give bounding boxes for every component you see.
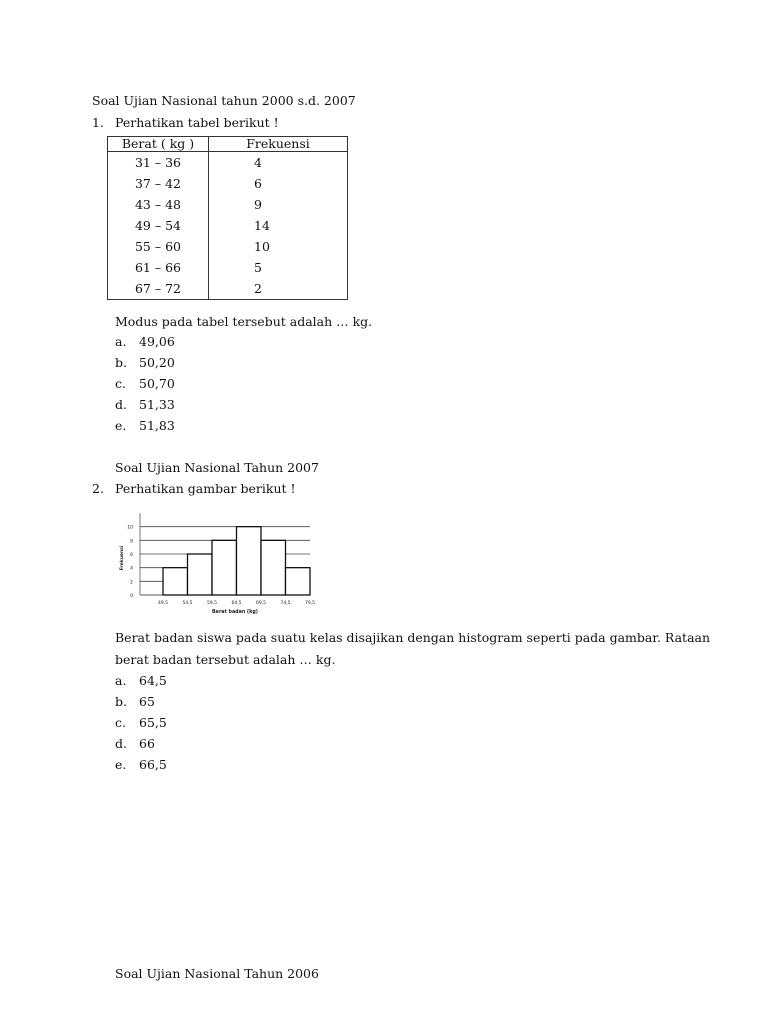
question-2-text-line1: Berat badan siswa pada suatu kelas disajikan dengan histogram seperti pada gambar. Rataan xyxy=(115,630,711,645)
y-tick-label: 2 xyxy=(130,580,133,586)
option-letter: d. xyxy=(115,736,127,751)
histogram-chart xyxy=(115,505,315,623)
section-header-2007: Soal Ujian Nasional Tahun 2007 xyxy=(115,460,319,475)
x-tick-label: 79,5 xyxy=(304,601,315,606)
option-text: 65,5 xyxy=(139,715,167,730)
y-tick-label: 10 xyxy=(127,525,133,531)
table-row xyxy=(108,257,348,278)
histogram-bar xyxy=(212,540,237,595)
option-a[interactable] xyxy=(115,334,175,350)
option-b[interactable] xyxy=(115,355,175,371)
option-d[interactable] xyxy=(115,736,155,752)
table-cell-frequency: 6 xyxy=(209,173,348,194)
x-tick-label: 59,5 xyxy=(206,601,218,606)
y-tick-label: 0 xyxy=(130,594,133,599)
option-text: 65 xyxy=(139,694,155,709)
x-tick-label: 54,5 xyxy=(182,601,193,606)
option-text: 51,83 xyxy=(139,418,175,433)
x-tick-label: 69,5 xyxy=(255,601,267,606)
histogram-svg xyxy=(115,505,315,623)
option-text: 50,20 xyxy=(139,355,175,370)
y-axis-label: Frekuensi xyxy=(120,545,125,571)
histogram-bar xyxy=(286,568,311,595)
histogram-bar xyxy=(163,568,188,595)
question-2-number: 2. xyxy=(92,481,104,496)
x-tick-label: 64,5 xyxy=(231,601,242,606)
x-tick-label: 49,5 xyxy=(157,601,169,606)
x-tick-label: 74,5 xyxy=(280,601,291,606)
table-cell-frequency: 9 xyxy=(209,194,348,215)
table-cell-range: 31 – 36 xyxy=(108,152,209,174)
y-tick-label: 6 xyxy=(130,553,133,558)
question-2-prompt: Perhatikan gambar berikut ! xyxy=(115,481,296,496)
histogram-bar xyxy=(261,540,286,595)
table-cell-range: 67 – 72 xyxy=(108,278,209,300)
question-1-prompt: Perhatikan tabel berikut ! xyxy=(115,115,279,130)
table-header-frequency: Frekuensi xyxy=(209,137,348,152)
table-row xyxy=(108,152,348,174)
table-cell-range: 61 – 66 xyxy=(108,257,209,278)
frequency-table xyxy=(107,136,348,300)
option-letter: b. xyxy=(115,355,127,370)
option-e[interactable] xyxy=(115,418,175,434)
option-a[interactable] xyxy=(115,673,167,689)
option-letter: b. xyxy=(115,694,127,709)
x-axis-label: Berat badan (kg) xyxy=(212,610,258,615)
y-tick-label: 4 xyxy=(130,566,133,572)
table-row xyxy=(108,278,348,300)
option-text: 51,33 xyxy=(139,397,175,412)
table-row xyxy=(108,236,348,257)
option-letter: e. xyxy=(115,418,127,433)
option-text: 49,06 xyxy=(139,334,175,349)
option-text: 64,5 xyxy=(139,673,167,688)
table-row xyxy=(108,194,348,215)
option-letter: d. xyxy=(115,397,127,412)
table-cell-frequency: 14 xyxy=(209,215,348,236)
option-text: 66,5 xyxy=(139,757,167,772)
option-letter: a. xyxy=(115,334,127,349)
option-text: 66 xyxy=(139,736,155,751)
table-cell-frequency: 4 xyxy=(209,152,348,174)
table-cell-range: 37 – 42 xyxy=(108,173,209,194)
option-letter: c. xyxy=(115,376,126,391)
option-b[interactable] xyxy=(115,694,155,710)
option-d[interactable] xyxy=(115,397,175,413)
histogram-bar xyxy=(188,554,213,595)
question-1-text: Modus pada tabel tersebut adalah … kg. xyxy=(115,314,373,329)
section-header-2000-2007: Soal Ujian Nasional tahun 2000 s.d. 2007 xyxy=(92,93,356,108)
table-cell-frequency: 5 xyxy=(209,257,348,278)
question-1-number: 1. xyxy=(92,115,104,130)
histogram-bar xyxy=(237,527,262,595)
table-header-weight: Berat ( kg ) xyxy=(108,137,209,152)
question-2-text-line2: berat badan tersebut adalah … kg. xyxy=(115,652,336,667)
table-cell-range: 55 – 60 xyxy=(108,236,209,257)
table-cell-range: 43 – 48 xyxy=(108,194,209,215)
table-cell-frequency: 2 xyxy=(209,278,348,300)
option-letter: c. xyxy=(115,715,126,730)
option-text: 50,70 xyxy=(139,376,175,391)
option-e[interactable] xyxy=(115,757,167,773)
option-letter: a. xyxy=(115,673,127,688)
table-cell-range: 49 – 54 xyxy=(108,215,209,236)
section-header-2006: Soal Ujian Nasional Tahun 2006 xyxy=(115,966,319,981)
option-c[interactable] xyxy=(115,715,167,731)
y-tick-label: 8 xyxy=(130,539,133,545)
table-row xyxy=(108,173,348,194)
table-cell-frequency: 10 xyxy=(209,236,348,257)
option-c[interactable] xyxy=(115,376,175,392)
option-letter: e. xyxy=(115,757,127,772)
table-row xyxy=(108,215,348,236)
